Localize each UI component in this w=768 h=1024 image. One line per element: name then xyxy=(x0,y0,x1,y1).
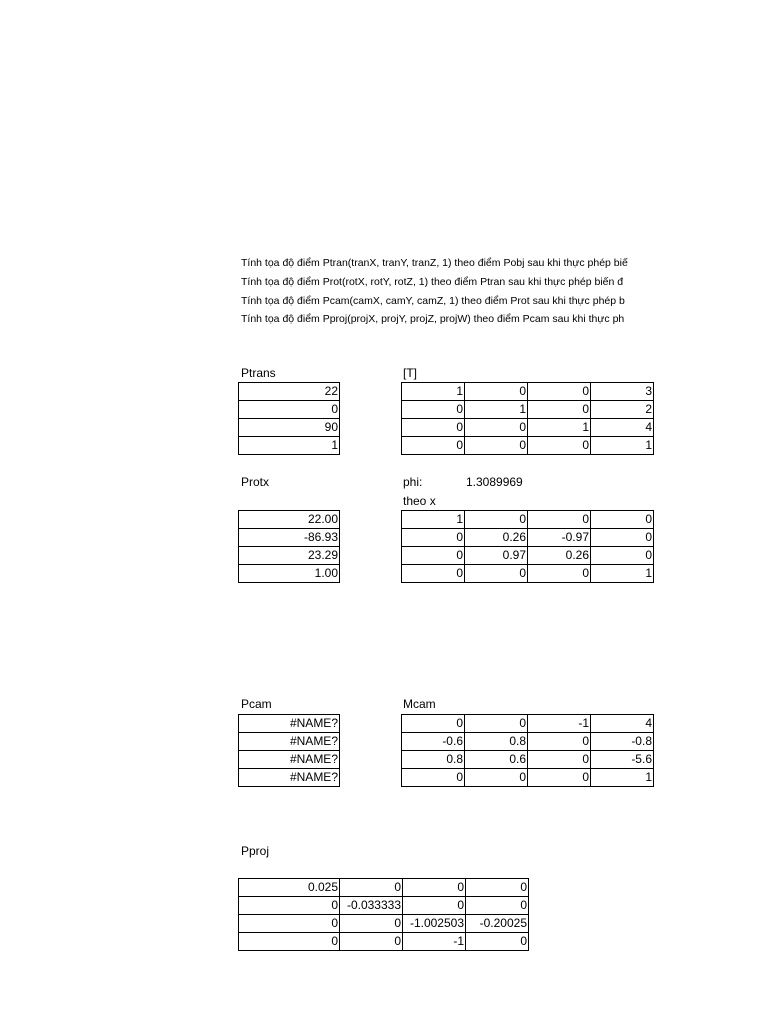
matrix-cell[interactable]: -1 xyxy=(403,933,466,951)
matrix-cell[interactable]: 0 xyxy=(340,915,403,933)
table-row xyxy=(402,401,654,419)
table-row xyxy=(239,751,340,769)
pproj-label: Pproj xyxy=(241,844,270,858)
matrix-cell[interactable]: 0.26 xyxy=(465,529,528,547)
table-row xyxy=(239,383,340,401)
protx-cell[interactable]: 22.00 xyxy=(239,511,340,529)
matrix-cell[interactable]: 0 xyxy=(402,769,465,787)
table-row xyxy=(239,769,340,787)
table-row xyxy=(402,511,654,529)
matrix-cell[interactable]: 4 xyxy=(591,419,654,437)
table-row xyxy=(402,715,654,733)
matrix-cell[interactable]: 0 xyxy=(528,437,591,455)
matrix-cell[interactable]: 1 xyxy=(402,511,465,529)
pcam-cell[interactable]: #NAME? xyxy=(239,733,340,751)
description-line-4: Tính tọa độ điểm Pproj(projX, projY, projZ, projW) theo điểm Pcam sau khi thực ph xyxy=(241,313,625,325)
description-line-2: Tính tọa độ điểm Prot(rotX, rotY, rotZ, 1) theo điểm Ptran sau khi thực phép biến đ xyxy=(241,276,624,288)
matrix-cell[interactable]: 0 xyxy=(403,879,466,897)
ptrans-cell[interactable]: 0 xyxy=(239,401,340,419)
pproj-matrix xyxy=(238,878,529,951)
matrix-cell[interactable]: 0 xyxy=(528,401,591,419)
matrix-cell[interactable]: 0 xyxy=(466,933,529,951)
matrix-cell[interactable]: -1 xyxy=(528,715,591,733)
matrix-cell[interactable]: 0 xyxy=(465,769,528,787)
matrix-cell[interactable]: -0.6 xyxy=(402,733,465,751)
matrix-cell[interactable]: 0 xyxy=(465,419,528,437)
ptrans-cell[interactable]: 90 xyxy=(239,419,340,437)
matrix-cell[interactable]: 1 xyxy=(591,769,654,787)
ptrans-cell[interactable]: 22 xyxy=(239,383,340,401)
matrix-cell[interactable]: 1 xyxy=(528,419,591,437)
table-row xyxy=(239,529,340,547)
table-row xyxy=(239,437,340,455)
matrix-cell[interactable]: 0 xyxy=(528,751,591,769)
table-row xyxy=(239,915,529,933)
matrix-cell[interactable]: 0 xyxy=(402,529,465,547)
protx-cell[interactable]: -86.93 xyxy=(239,529,340,547)
matrix-cell[interactable]: 0 xyxy=(528,769,591,787)
table-row xyxy=(402,419,654,437)
ptrans-cell[interactable]: 1 xyxy=(239,437,340,455)
matrix-cell[interactable]: 1 xyxy=(465,401,528,419)
matrix-cell[interactable]: -5.6 xyxy=(591,751,654,769)
matrix-cell[interactable]: 0 xyxy=(402,437,465,455)
matrix-cell[interactable]: 0 xyxy=(591,511,654,529)
phi-label: phi: xyxy=(403,475,423,489)
pcam-cell[interactable]: #NAME? xyxy=(239,769,340,787)
mcam-label: Mcam xyxy=(403,697,436,711)
matrix-cell[interactable]: 1 xyxy=(591,565,654,583)
matrix-cell[interactable]: 0 xyxy=(239,897,340,915)
pcam-cell[interactable]: #NAME? xyxy=(239,715,340,733)
matrix-cell[interactable]: 1 xyxy=(402,383,465,401)
matrix-cell[interactable]: 4 xyxy=(591,715,654,733)
matrix-cell[interactable]: 0 xyxy=(239,933,340,951)
matrix-cell[interactable]: 0 xyxy=(528,565,591,583)
matrix-cell[interactable]: 0 xyxy=(465,383,528,401)
matrix-cell[interactable]: 0.8 xyxy=(402,751,465,769)
matrix-cell[interactable]: 0 xyxy=(528,383,591,401)
rotx-matrix xyxy=(401,510,654,583)
phi-value[interactable]: 1.3089969 xyxy=(466,475,523,489)
matrix-cell[interactable]: 0 xyxy=(528,733,591,751)
matrix-cell[interactable]: 0 xyxy=(591,547,654,565)
matrix-cell[interactable]: 0 xyxy=(465,715,528,733)
protx-label: Protx xyxy=(241,475,270,489)
matrix-cell[interactable]: 0 xyxy=(466,897,529,915)
protx-cell[interactable]: 23.29 xyxy=(239,547,340,565)
matrix-cell[interactable]: 0 xyxy=(239,915,340,933)
table-row xyxy=(402,383,654,401)
table-row xyxy=(239,897,529,915)
rotation-axis-label: theo x xyxy=(403,494,436,508)
matrix-cell[interactable]: 0 xyxy=(403,897,466,915)
matrix-cell[interactable]: 0 xyxy=(466,879,529,897)
matrix-cell[interactable]: 0.26 xyxy=(528,547,591,565)
table-row xyxy=(239,933,529,951)
table-row xyxy=(402,565,654,583)
matrix-cell[interactable]: 0 xyxy=(340,933,403,951)
table-row xyxy=(239,565,340,583)
matrix-cell[interactable]: 0 xyxy=(465,511,528,529)
matrix-cell[interactable]: 0.6 xyxy=(465,751,528,769)
matrix-cell[interactable]: -0.20025 xyxy=(466,915,529,933)
matrix-cell[interactable]: 3 xyxy=(591,383,654,401)
matrix-cell[interactable]: 0.025 xyxy=(239,879,340,897)
pcam-vector xyxy=(238,714,340,787)
matrix-cell[interactable]: 0 xyxy=(402,715,465,733)
matrix-cell[interactable]: -0.033333 xyxy=(340,897,403,915)
matrix-cell[interactable]: 0 xyxy=(402,419,465,437)
matrix-cell[interactable]: 0 xyxy=(465,437,528,455)
table-row xyxy=(239,879,529,897)
table-row xyxy=(402,547,654,565)
matrix-cell[interactable]: -0.97 xyxy=(528,529,591,547)
table-row xyxy=(239,401,340,419)
ptrans-label: Ptrans xyxy=(241,366,276,380)
pcam-label: Pcam xyxy=(241,697,272,711)
matrix-cell[interactable]: 0 xyxy=(402,401,465,419)
table-row xyxy=(239,715,340,733)
matrix-cell[interactable]: 0 xyxy=(591,529,654,547)
matrix-cell[interactable]: 1 xyxy=(591,437,654,455)
table-row xyxy=(239,733,340,751)
matrix-cell[interactable]: 0.8 xyxy=(465,733,528,751)
table-row xyxy=(239,419,340,437)
matrix-cell[interactable]: 0 xyxy=(528,511,591,529)
table-row xyxy=(239,547,340,565)
protx-cell[interactable]: 1.00 xyxy=(239,565,340,583)
table-row xyxy=(239,511,340,529)
table-row xyxy=(402,751,654,769)
matrix-cell[interactable]: 0 xyxy=(402,547,465,565)
matrix-cell[interactable]: 0.97 xyxy=(465,547,528,565)
table-row xyxy=(402,733,654,751)
matrix-cell[interactable]: 2 xyxy=(591,401,654,419)
matrix-cell[interactable]: 0 xyxy=(340,879,403,897)
t-matrix xyxy=(401,382,654,455)
matrix-cell[interactable]: 0 xyxy=(465,565,528,583)
ptrans-vector xyxy=(238,382,340,455)
pcam-cell[interactable]: #NAME? xyxy=(239,751,340,769)
description-line-3: Tính tọa độ điểm Pcam(camX, camY, camZ, 1) theo điểm Prot sau khi thực phép b xyxy=(241,295,625,307)
protx-vector xyxy=(238,510,340,583)
matrix-cell[interactable]: -0.8 xyxy=(591,733,654,751)
matrix-cell[interactable]: 0 xyxy=(402,565,465,583)
table-row xyxy=(402,529,654,547)
table-row xyxy=(402,437,654,455)
matrix-cell[interactable]: -1.002503 xyxy=(403,915,466,933)
mcam-matrix xyxy=(401,714,654,787)
table-row xyxy=(402,769,654,787)
t-matrix-label: [T] xyxy=(403,366,417,380)
description-line-1: Tính tọa độ điểm Ptran(tranX, tranY, tranZ, 1) theo điểm Pobj sau khi thực phép biế xyxy=(241,257,628,269)
